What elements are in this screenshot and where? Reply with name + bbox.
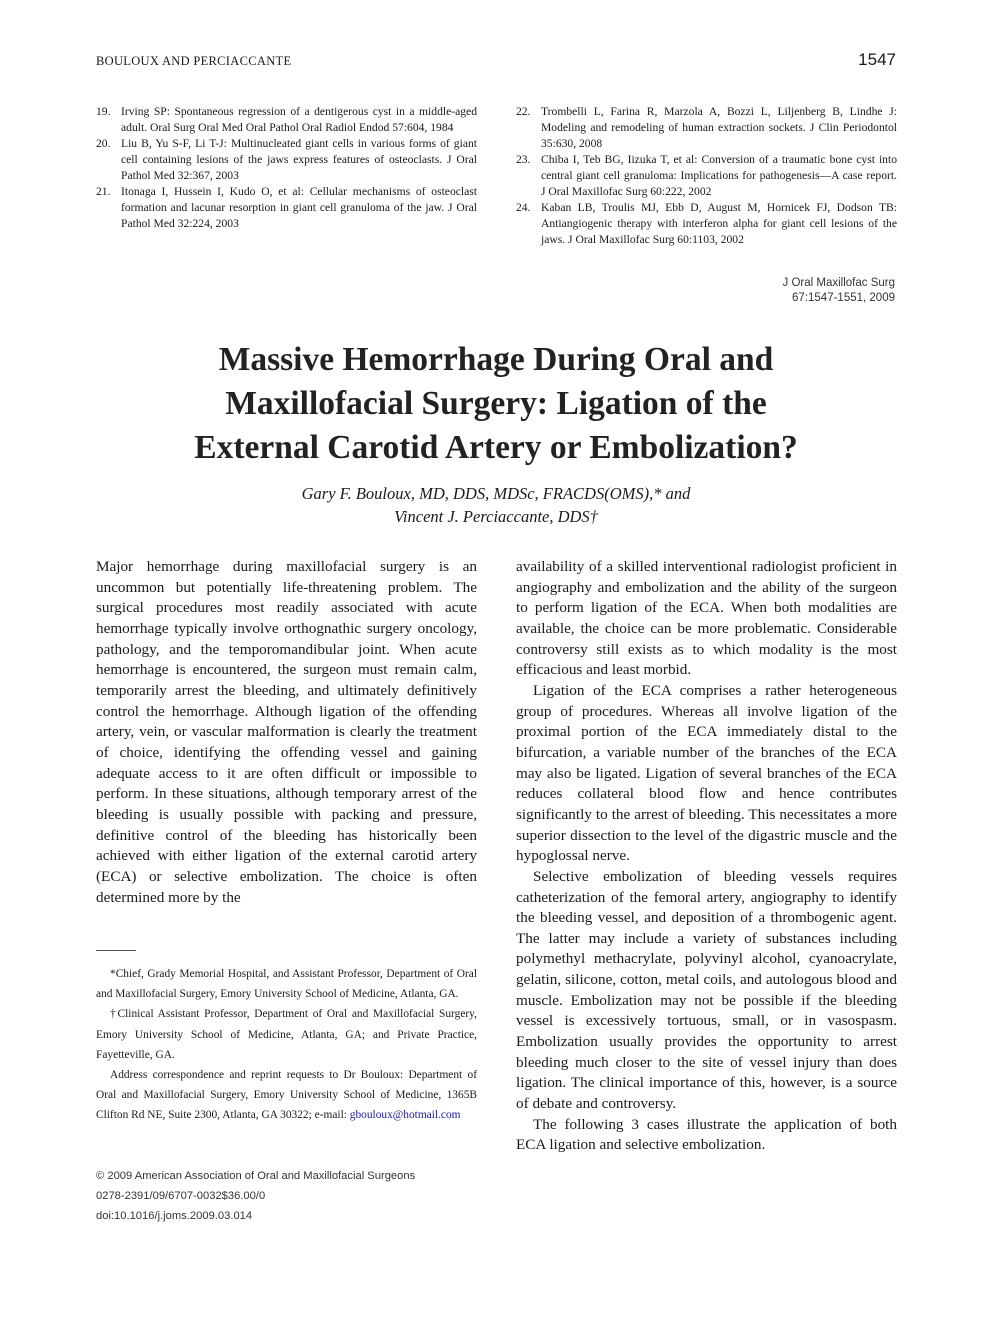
- footnotes: [96, 964, 477, 1126]
- body-column-left: [96, 557, 477, 908]
- reference-item: [96, 104, 477, 136]
- reference-text: Trombelli L, Farina R, Marzola A, Bozzi L, Liljenberg B, Lindhe J: Modeling and remodeling of human extraction sockets. J Clin Periodontol 35:630, 2008: [541, 105, 897, 150]
- journal-citation: [783, 276, 895, 306]
- body-column-right: [516, 557, 897, 1156]
- reference-number: 23.: [516, 153, 531, 166]
- body-paragraph: The following 3 cases illustrate the application of both ECA ligation and selective embolization.: [516, 1115, 897, 1154]
- reference-text: Itonaga I, Hussein I, Kudo O, et al: Cellular mechanisms of osteoclast formation and lacunar resorption in giant cell granuloma of the jaw. J Oral Pathol Med 32:224, 2003: [121, 185, 477, 230]
- body-paragraph: Major hemorrhage during maxillofacial surgery is an uncommon but potentially life-threatening problem. The surgical procedures most readily associated with acute hemorrhage typically involve orthognathic surgery oncology, pathology, and the temporomandibular joint. When acute hemorrhage is encountered, the surgeon must remain calm, temporarily arrest the bleeding, and ultimately definitively control the hemorrhage. Although ligation of the offending artery, vein, or vascular malformation is clearly the treatment of choice, identifying the offending vessel and gaining adequate access to it are often difficult or impossible to perform. In these situations, although temporary arrest of the bleeding is usually possible with packing and pressure, definitive control of the bleeding has historically been achieved with either ligation of the external carotid artery (ECA) or selective embolization. The choice is often determined more by the: [96, 558, 477, 906]
- journal-name: J Oral Maxillofac Surg: [782, 277, 895, 289]
- email-link[interactable]: gbouloux@hotmail.com: [349, 1109, 461, 1122]
- title-line: External Carotid Artery or Embolization?: [194, 429, 798, 466]
- footnote-correspondence: [96, 1065, 477, 1126]
- title-line: Massive Hemorrhage During Oral and: [218, 341, 774, 378]
- reference-item: [516, 104, 897, 152]
- footnote-divider: [96, 950, 136, 951]
- page-number: 1547: [858, 50, 896, 69]
- author-line: Vincent J. Perciaccante, DDS†: [394, 507, 598, 526]
- doi-line: doi:10.1016/j.joms.2009.03.014: [96, 1210, 253, 1223]
- copyright-line: © 2009 American Association of Oral and Maxillofacial Surgeons: [96, 1170, 416, 1182]
- reference-text: Chiba I, Teb BG, Iizuka T, et al: Conversion of a traumatic bone cyst into central giant cell granuloma: Implications for pathogenesis—A case report. J Oral Maxillofac Surg 60:222, 2002: [541, 153, 897, 198]
- correspondence-text: Address correspondence and reprint requests to Dr Bouloux: Department of Oral and Maxillofacial Surgery, Emory University School of Medicine, 1365B Clifton Rd NE, Suite 2300, Atlanta, GA 30322; e-mail:: [96, 1069, 477, 1122]
- footnote-affiliation: †Clinical Assistant Professor, Department of Oral and Maxillofacial Surgery, Emory University School of Medicine, Atlanta, GA; and Private Practice, Fayetteville, GA.: [96, 1008, 477, 1061]
- reference-item: [516, 200, 897, 248]
- references-left: [96, 104, 477, 232]
- title-line: Maxillofacial Surgery: Ligation of the: [225, 385, 767, 422]
- article-title: [96, 338, 896, 470]
- journal-volume: 67:1547-1551, 2009: [792, 292, 895, 304]
- issn-line: 0278-2391/09/6707-0032$36.00/0: [96, 1190, 266, 1203]
- running-head: BOULOUX AND PERCIACCANTE: [96, 54, 292, 68]
- copyright-block: [96, 1166, 477, 1227]
- reference-item: [96, 136, 477, 184]
- references-right: [516, 104, 897, 248]
- reference-number: 20.: [96, 137, 111, 150]
- reference-number: 22.: [516, 105, 531, 118]
- reference-number: 19.: [96, 105, 111, 118]
- reference-text: Liu B, Yu S-F, Li T-J: Multinucleated giant cells in various forms of giant cell containing lesions of the jaws express features of osteoclasts. J Oral Pathol Med 32:367, 2003: [121, 137, 477, 182]
- author-list: [96, 482, 896, 528]
- reference-item: [96, 184, 477, 232]
- body-paragraph: Ligation of the ECA comprises a rather heterogeneous group of procedures. Whereas all involve ligation of the proximal portion of the ECA immediately distal to the bifurcation, a variable number of the branches of the ECA may also be ligated. Ligation of several branches of the ECA reduces collateral blood flow and hence contributes significantly to the arrest of bleeding. This necessitates a more superior dissection to the level of the digastric muscle and the hypoglossal nerve.: [516, 681, 897, 865]
- reference-number: 24.: [516, 201, 531, 214]
- reference-text: Kaban LB, Troulis MJ, Ebb D, August M, Hornicek FJ, Dodson TB: Antiangiogenic therapy with interferon alpha for giant cell lesions of the jaws. J Oral Maxillofac Surg 60:1103, 2002: [541, 201, 897, 246]
- footnote-affiliation: *Chief, Grady Memorial Hospital, and Assistant Professor, Department of Oral and Maxillofacial Surgery, Emory University School of Medicine, Atlanta, GA.: [96, 968, 477, 1001]
- author-line: Gary F. Bouloux, MD, DDS, MDSc, FRACDS(OMS),* and: [301, 484, 691, 503]
- reference-number: 21.: [96, 185, 111, 198]
- body-paragraph: availability of a skilled interventional radiologist proficient in angiography and embolization and the ability of the surgeon to perform ligation of the ECA. When both modalities are available, the choice can be more problematic. Considerable controversy still exists as to which modality is the most efficacious and least morbid.: [516, 558, 897, 679]
- reference-text: Irving SP: Spontaneous regression of a dentigerous cyst in a middle-aged adult. Oral Surg Oral Med Oral Pathol Oral Radiol Endod 57:604, 1984: [121, 105, 477, 134]
- body-paragraph: Selective embolization of bleeding vessels requires catheterization of the femoral artery, angiography to identify the bleeding vessel, and deposition of a thrombogenic agent. The latter may include a variety of substances including polymethyl methacrylate, polyvinyl alcohol, cyanoacrylate, gelatin, silicone, cotton, metal coils, and autologous blood and muscle. Embolization may not be possible if the bleeding vessel is excessively tortuous, small, or in vasospasm. Embolization usually provides the opportunity to arrest bleeding much closer to the site of vessel injury than does ligation. The clinical importance of this, however, is a source of debate and controversy.: [516, 867, 897, 1113]
- reference-item: [516, 152, 897, 200]
